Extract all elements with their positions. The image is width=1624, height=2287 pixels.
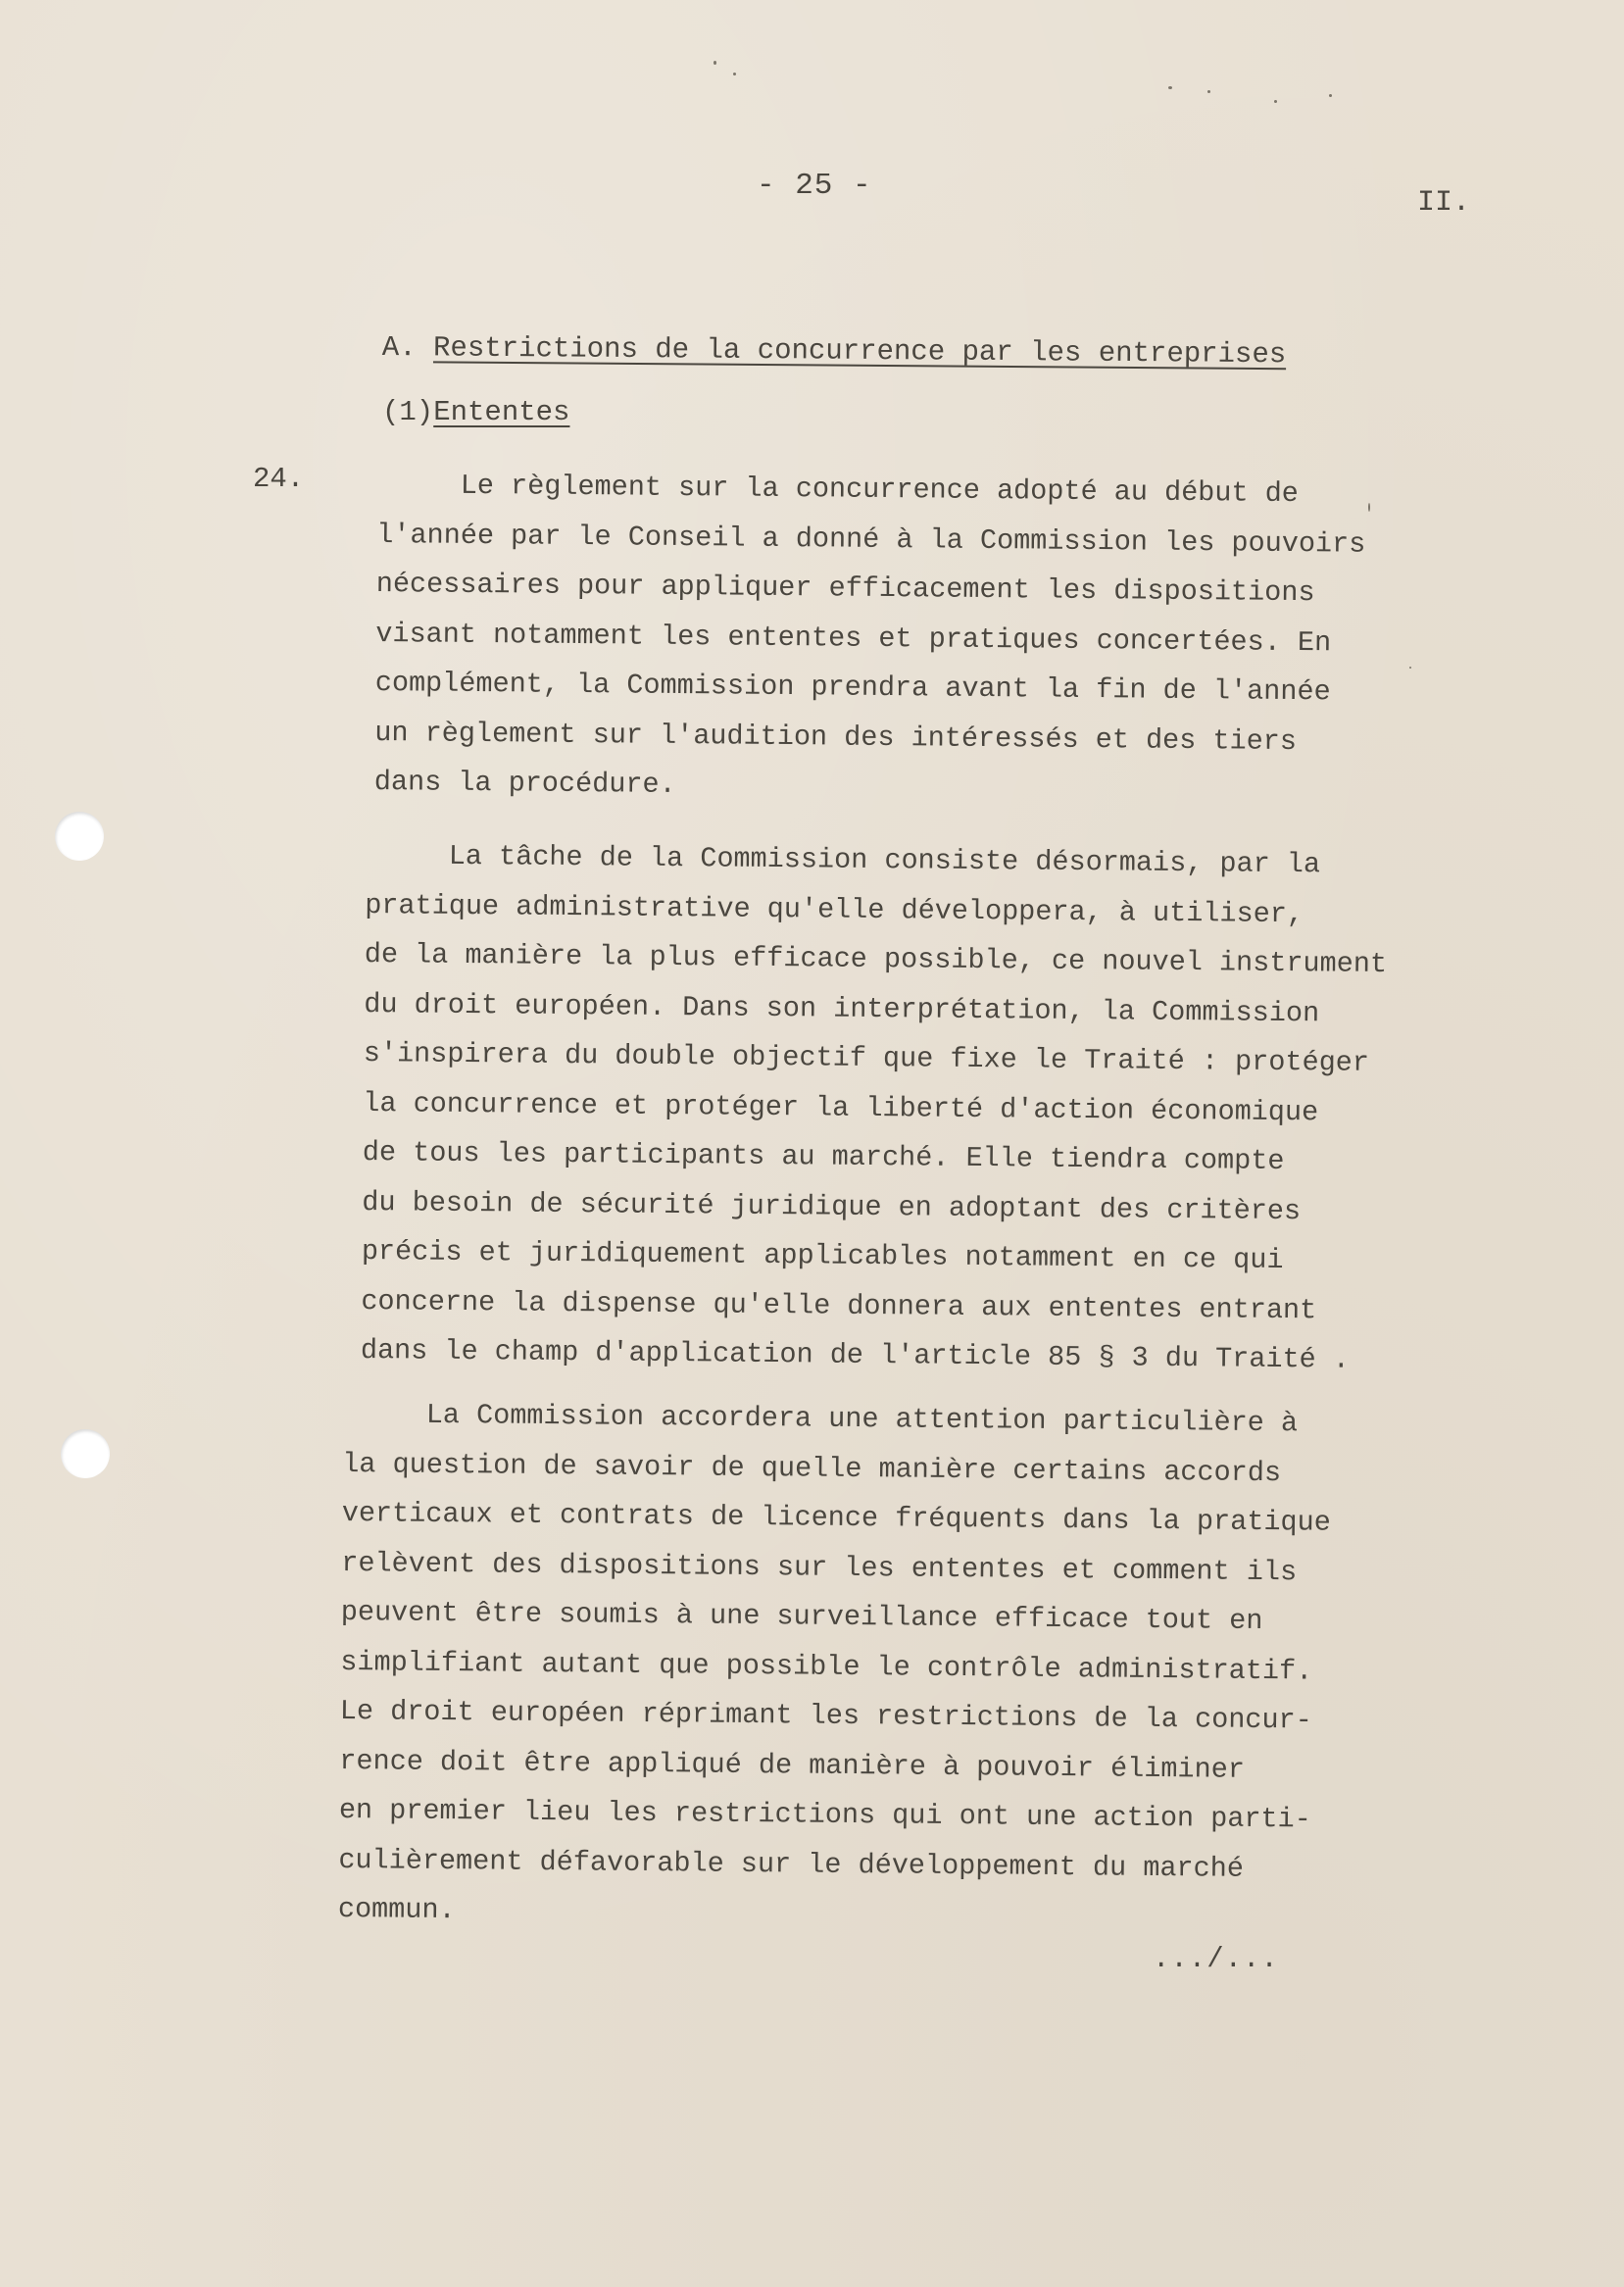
section-heading-title: Restrictions de la concurrence par les entreprises xyxy=(432,331,1287,372)
paragraph-line: La Commission accordera une attention particulière à xyxy=(425,1398,1299,1440)
paragraph-line: complément, la Commission prendra avant la fin de l'année xyxy=(374,666,1331,709)
scan-speck xyxy=(714,61,716,65)
scan-speck xyxy=(1329,94,1332,97)
paragraph-2 xyxy=(361,831,1389,1385)
scan-speck xyxy=(1207,90,1210,93)
section-heading-prefix: A. xyxy=(381,331,417,365)
paragraph-1 xyxy=(374,461,1366,817)
paragraph-line: de tous les participants au marché. Elle tiendra compte xyxy=(362,1135,1285,1178)
scan-speck xyxy=(1409,667,1411,669)
paragraph-line: visant notamment les ententes et pratiques concertées. En xyxy=(375,617,1332,659)
paragraph-line: s'inspirera du double objectif que fixe le Traité : protéger xyxy=(363,1036,1370,1079)
subsection-heading-title: Ententes xyxy=(433,396,570,428)
paragraph-line: la question de savoir de quelle manière certains accords xyxy=(342,1447,1282,1489)
paragraph-line: simplifiant autant que possible le contrôle administratif. xyxy=(340,1645,1313,1688)
paragraph-line: la concurrence et protéger la liberté d'action économique xyxy=(363,1086,1319,1128)
scan-speck xyxy=(733,73,736,75)
page-number: - 25 - xyxy=(757,169,872,203)
paragraph-line: nécessaires pour appliquer efficacement les dispositions xyxy=(375,567,1315,610)
paragraph-line: rence doit être appliqué de manière à pouvoir éliminer xyxy=(339,1744,1246,1786)
paragraph-line: pratique administrative qu'elle développera, à utiliser, xyxy=(365,888,1304,930)
paragraph-line: de la manière la plus efficace possible, ce nouvel instrument xyxy=(364,937,1388,981)
paragraph-3 xyxy=(338,1390,1332,1944)
paragraph-line: du besoin de sécurité juridique en adoptant des critères xyxy=(362,1185,1302,1227)
continuation-mark: .../... xyxy=(1153,1943,1279,1975)
subsection-heading-prefix: (1) xyxy=(382,396,434,428)
section-heading xyxy=(382,331,1287,371)
paragraph-line: La tâche de la Commission consiste désormais, par la xyxy=(448,839,1321,881)
punch-hole xyxy=(55,812,104,861)
paragraph-line: commun. xyxy=(337,1892,456,1927)
paragraph-line: verticaux et contrats de licence fréquents dans la pratique xyxy=(341,1496,1331,1539)
scan-speck xyxy=(1274,100,1277,103)
paragraph-line: peuvent être soumis à une surveillance efficace tout en xyxy=(340,1595,1263,1638)
paragraph-line: Le droit européen réprimant les restrictions de la concur- xyxy=(339,1694,1312,1737)
paragraph-line: précis et juridiquement applicables notamment en ce qui xyxy=(361,1234,1284,1277)
punch-hole xyxy=(61,1429,110,1478)
scan-speck xyxy=(1368,503,1370,512)
paragraph-line: du droit européen. Dans son interprétation, la Commission xyxy=(364,987,1320,1029)
paragraph-line: relèvent des dispositions sur les ententes et comment ils xyxy=(341,1546,1298,1588)
scan-speck xyxy=(1168,86,1172,89)
paragraph-line: dans la procédure. xyxy=(373,765,676,801)
paragraph-number: 24. xyxy=(253,463,305,495)
paragraph-line: un règlement sur l'audition des intéressés et des tiers xyxy=(374,716,1298,758)
paragraph-line: Le règlement sur la concurrence adopté au début de xyxy=(460,469,1300,511)
paragraph-line: culièrement défavorable sur le développement du marché xyxy=(338,1843,1245,1885)
paragraph-line: dans le champ d'application de l'article 85 § 3 du Traité . xyxy=(360,1333,1351,1376)
paragraph-line: en premier lieu les restrictions qui ont une action parti- xyxy=(338,1793,1311,1836)
paragraph-line: l'année par le Conseil a donné à la Commission les pouvoirs xyxy=(376,518,1366,561)
subsection-heading xyxy=(382,396,569,428)
chapter-number: II. xyxy=(1417,186,1471,220)
paragraph-line: concerne la dispense qu'elle donnera aux ententes entrant xyxy=(361,1284,1317,1326)
